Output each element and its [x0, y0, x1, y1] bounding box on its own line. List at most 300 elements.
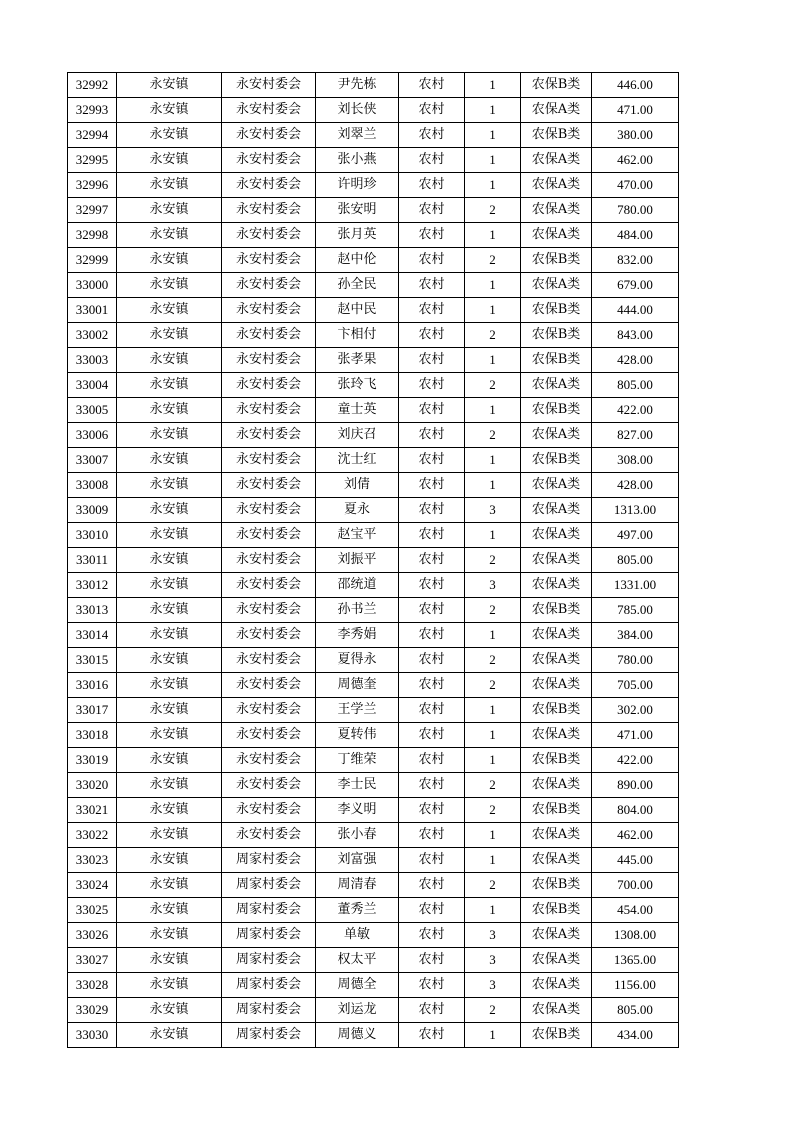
area-type-cell: 农村 [399, 898, 465, 923]
person-name-cell: 周德奎 [316, 673, 399, 698]
table-row [68, 398, 679, 423]
table-row [68, 698, 679, 723]
area-type-cell: 农村 [399, 473, 465, 498]
household-count-cell: 1 [465, 898, 521, 923]
insurance-category-cell: 农保B类 [521, 348, 592, 373]
person-name-cell: 张安明 [316, 198, 399, 223]
insurance-category-cell: 农保B类 [521, 598, 592, 623]
person-name-cell: 张小燕 [316, 148, 399, 173]
table-row [68, 123, 679, 148]
record-number-cell: 33029 [68, 998, 117, 1023]
person-name-cell: 尹先栋 [316, 73, 399, 98]
area-type-cell: 农村 [399, 298, 465, 323]
record-number-cell: 33000 [68, 273, 117, 298]
table-row [68, 923, 679, 948]
town-cell: 永安镇 [117, 423, 222, 448]
table-row [68, 498, 679, 523]
person-name-cell: 刘翠兰 [316, 123, 399, 148]
town-cell: 永安镇 [117, 298, 222, 323]
household-count-cell: 3 [465, 948, 521, 973]
town-cell: 永安镇 [117, 598, 222, 623]
household-count-cell: 3 [465, 923, 521, 948]
household-count-cell: 2 [465, 798, 521, 823]
town-cell: 永安镇 [117, 998, 222, 1023]
town-cell: 永安镇 [117, 798, 222, 823]
person-name-cell: 周德义 [316, 1023, 399, 1048]
amount-cell: 843.00 [592, 323, 679, 348]
amount-cell: 805.00 [592, 998, 679, 1023]
table-row [68, 748, 679, 773]
person-name-cell: 王学兰 [316, 698, 399, 723]
person-name-cell: 张玲飞 [316, 373, 399, 398]
amount-cell: 1156.00 [592, 973, 679, 998]
insurance-category-cell: 农保A类 [521, 423, 592, 448]
amount-cell: 462.00 [592, 148, 679, 173]
record-number-cell: 33010 [68, 523, 117, 548]
person-name-cell: 董秀兰 [316, 898, 399, 923]
person-name-cell: 刘庆召 [316, 423, 399, 448]
household-count-cell: 1 [465, 173, 521, 198]
household-count-cell: 1 [465, 98, 521, 123]
town-cell: 永安镇 [117, 923, 222, 948]
person-name-cell: 刘振平 [316, 548, 399, 573]
insurance-category-cell: 农保B类 [521, 798, 592, 823]
town-cell: 永安镇 [117, 448, 222, 473]
town-cell: 永安镇 [117, 823, 222, 848]
village-committee-cell: 永安村委会 [222, 373, 316, 398]
insurance-category-cell: 农保A类 [521, 923, 592, 948]
insurance-category-cell: 农保A类 [521, 723, 592, 748]
table-row [68, 73, 679, 98]
town-cell: 永安镇 [117, 223, 222, 248]
insurance-category-cell: 农保B类 [521, 323, 592, 348]
person-name-cell: 张小春 [316, 823, 399, 848]
insurance-category-cell: 农保A类 [521, 98, 592, 123]
town-cell: 永安镇 [117, 523, 222, 548]
person-name-cell: 李秀娟 [316, 623, 399, 648]
village-committee-cell: 永安村委会 [222, 473, 316, 498]
table-row [68, 998, 679, 1023]
person-name-cell: 夏转伟 [316, 723, 399, 748]
area-type-cell: 农村 [399, 148, 465, 173]
insurance-category-cell: 农保A类 [521, 273, 592, 298]
town-cell: 永安镇 [117, 173, 222, 198]
household-count-cell: 1 [465, 148, 521, 173]
insurance-category-cell: 农保B类 [521, 298, 592, 323]
town-cell: 永安镇 [117, 348, 222, 373]
household-count-cell: 2 [465, 373, 521, 398]
town-cell: 永安镇 [117, 573, 222, 598]
record-number-cell: 33015 [68, 648, 117, 673]
table-row [68, 473, 679, 498]
amount-cell: 705.00 [592, 673, 679, 698]
table-row [68, 648, 679, 673]
household-count-cell: 2 [465, 648, 521, 673]
household-count-cell: 2 [465, 548, 521, 573]
insurance-category-cell: 农保A类 [521, 173, 592, 198]
household-count-cell: 1 [465, 473, 521, 498]
insurance-category-cell: 农保A类 [521, 498, 592, 523]
person-name-cell: 夏得永 [316, 648, 399, 673]
record-number-cell: 33006 [68, 423, 117, 448]
person-name-cell: 周清春 [316, 873, 399, 898]
amount-cell: 471.00 [592, 723, 679, 748]
amount-cell: 422.00 [592, 398, 679, 423]
village-committee-cell: 永安村委会 [222, 498, 316, 523]
area-type-cell: 农村 [399, 423, 465, 448]
area-type-cell: 农村 [399, 573, 465, 598]
table-row [68, 973, 679, 998]
insurance-category-cell: 农保A类 [521, 223, 592, 248]
town-cell: 永安镇 [117, 373, 222, 398]
town-cell: 永安镇 [117, 248, 222, 273]
household-count-cell: 2 [465, 598, 521, 623]
record-number-cell: 33027 [68, 948, 117, 973]
insurance-category-cell: 农保B类 [521, 898, 592, 923]
village-committee-cell: 永安村委会 [222, 348, 316, 373]
insurance-category-cell: 农保A类 [521, 948, 592, 973]
village-committee-cell: 永安村委会 [222, 198, 316, 223]
person-name-cell: 刘运龙 [316, 998, 399, 1023]
person-name-cell: 权太平 [316, 948, 399, 973]
household-count-cell: 1 [465, 748, 521, 773]
amount-cell: 444.00 [592, 298, 679, 323]
village-committee-cell: 永安村委会 [222, 423, 316, 448]
area-type-cell: 农村 [399, 248, 465, 273]
town-cell: 永安镇 [117, 948, 222, 973]
insurance-category-cell: 农保B类 [521, 123, 592, 148]
household-count-cell: 1 [465, 523, 521, 548]
person-name-cell: 孙全民 [316, 273, 399, 298]
table-row [68, 298, 679, 323]
village-committee-cell: 永安村委会 [222, 173, 316, 198]
amount-cell: 679.00 [592, 273, 679, 298]
amount-cell: 302.00 [592, 698, 679, 723]
record-number-cell: 33007 [68, 448, 117, 473]
area-type-cell: 农村 [399, 348, 465, 373]
insurance-category-cell: 农保B类 [521, 73, 592, 98]
insurance-category-cell: 农保B类 [521, 248, 592, 273]
household-count-cell: 1 [465, 73, 521, 98]
record-number-cell: 33018 [68, 723, 117, 748]
area-type-cell: 农村 [399, 1023, 465, 1048]
area-type-cell: 农村 [399, 698, 465, 723]
record-number-cell: 32996 [68, 173, 117, 198]
household-count-cell: 3 [465, 973, 521, 998]
person-name-cell: 卞相付 [316, 323, 399, 348]
household-count-cell: 2 [465, 873, 521, 898]
amount-cell: 1308.00 [592, 923, 679, 948]
table-row [68, 198, 679, 223]
person-name-cell: 赵中民 [316, 298, 399, 323]
area-type-cell: 农村 [399, 398, 465, 423]
record-number-cell: 33004 [68, 373, 117, 398]
person-name-cell: 张孝果 [316, 348, 399, 373]
town-cell: 永安镇 [117, 1023, 222, 1048]
amount-cell: 827.00 [592, 423, 679, 448]
town-cell: 永安镇 [117, 323, 222, 348]
village-committee-cell: 永安村委会 [222, 548, 316, 573]
village-committee-cell: 永安村委会 [222, 823, 316, 848]
table-row [68, 173, 679, 198]
village-committee-cell: 永安村委会 [222, 623, 316, 648]
table-row [68, 523, 679, 548]
amount-cell: 308.00 [592, 448, 679, 473]
data-table [67, 72, 679, 1048]
amount-cell: 384.00 [592, 623, 679, 648]
area-type-cell: 农村 [399, 923, 465, 948]
household-count-cell: 1 [465, 348, 521, 373]
household-count-cell: 1 [465, 698, 521, 723]
insurance-category-cell: 农保B类 [521, 873, 592, 898]
village-committee-cell: 永安村委会 [222, 323, 316, 348]
area-type-cell: 农村 [399, 98, 465, 123]
record-number-cell: 33030 [68, 1023, 117, 1048]
town-cell: 永安镇 [117, 723, 222, 748]
record-number-cell: 33021 [68, 798, 117, 823]
household-count-cell: 2 [465, 248, 521, 273]
table-row [68, 273, 679, 298]
person-name-cell: 周德全 [316, 973, 399, 998]
record-number-cell: 33017 [68, 698, 117, 723]
amount-cell: 445.00 [592, 848, 679, 873]
village-committee-cell: 永安村委会 [222, 98, 316, 123]
table-row [68, 848, 679, 873]
area-type-cell: 农村 [399, 73, 465, 98]
village-committee-cell: 永安村委会 [222, 598, 316, 623]
person-name-cell: 刘倩 [316, 473, 399, 498]
table-row [68, 98, 679, 123]
table-row [68, 1023, 679, 1048]
village-committee-cell: 永安村委会 [222, 73, 316, 98]
household-count-cell: 1 [465, 448, 521, 473]
village-committee-cell: 周家村委会 [222, 848, 316, 873]
area-type-cell: 农村 [399, 448, 465, 473]
record-number-cell: 32999 [68, 248, 117, 273]
town-cell: 永安镇 [117, 773, 222, 798]
person-name-cell: 童士英 [316, 398, 399, 423]
record-number-cell: 33024 [68, 873, 117, 898]
insurance-category-cell: 农保A类 [521, 473, 592, 498]
area-type-cell: 农村 [399, 173, 465, 198]
area-type-cell: 农村 [399, 848, 465, 873]
table-row [68, 323, 679, 348]
record-number-cell: 33012 [68, 573, 117, 598]
village-committee-cell: 永安村委会 [222, 798, 316, 823]
village-committee-cell: 永安村委会 [222, 273, 316, 298]
table-row [68, 548, 679, 573]
area-type-cell: 农村 [399, 373, 465, 398]
town-cell: 永安镇 [117, 473, 222, 498]
person-name-cell: 丁维荣 [316, 748, 399, 773]
town-cell: 永安镇 [117, 498, 222, 523]
person-name-cell: 邵统道 [316, 573, 399, 598]
person-name-cell: 赵中伦 [316, 248, 399, 273]
area-type-cell: 农村 [399, 223, 465, 248]
town-cell: 永安镇 [117, 623, 222, 648]
town-cell: 永安镇 [117, 398, 222, 423]
person-name-cell: 单敏 [316, 923, 399, 948]
table-row [68, 248, 679, 273]
area-type-cell: 农村 [399, 523, 465, 548]
household-count-cell: 2 [465, 673, 521, 698]
insurance-category-cell: 农保A类 [521, 198, 592, 223]
area-type-cell: 农村 [399, 323, 465, 348]
village-committee-cell: 永安村委会 [222, 398, 316, 423]
town-cell: 永安镇 [117, 698, 222, 723]
town-cell: 永安镇 [117, 148, 222, 173]
record-number-cell: 33025 [68, 898, 117, 923]
town-cell: 永安镇 [117, 98, 222, 123]
amount-cell: 780.00 [592, 198, 679, 223]
town-cell: 永安镇 [117, 273, 222, 298]
amount-cell: 780.00 [592, 648, 679, 673]
household-count-cell: 1 [465, 398, 521, 423]
area-type-cell: 农村 [399, 948, 465, 973]
insurance-category-cell: 农保A类 [521, 548, 592, 573]
person-name-cell: 刘长侠 [316, 98, 399, 123]
insurance-category-cell: 农保A类 [521, 848, 592, 873]
amount-cell: 1313.00 [592, 498, 679, 523]
village-committee-cell: 永安村委会 [222, 523, 316, 548]
village-committee-cell: 永安村委会 [222, 448, 316, 473]
household-count-cell: 1 [465, 273, 521, 298]
table-row [68, 598, 679, 623]
household-count-cell: 3 [465, 573, 521, 598]
village-committee-cell: 永安村委会 [222, 298, 316, 323]
area-type-cell: 农村 [399, 973, 465, 998]
record-number-cell: 32994 [68, 123, 117, 148]
record-number-cell: 33003 [68, 348, 117, 373]
record-number-cell: 33023 [68, 848, 117, 873]
area-type-cell: 农村 [399, 723, 465, 748]
household-count-cell: 2 [465, 773, 521, 798]
record-number-cell: 33020 [68, 773, 117, 798]
area-type-cell: 农村 [399, 773, 465, 798]
amount-cell: 497.00 [592, 523, 679, 548]
area-type-cell: 农村 [399, 548, 465, 573]
amount-cell: 470.00 [592, 173, 679, 198]
town-cell: 永安镇 [117, 973, 222, 998]
table-row [68, 773, 679, 798]
amount-cell: 462.00 [592, 823, 679, 848]
town-cell: 永安镇 [117, 873, 222, 898]
insurance-category-cell: 农保A类 [521, 673, 592, 698]
insurance-category-cell: 农保A类 [521, 373, 592, 398]
town-cell: 永安镇 [117, 898, 222, 923]
household-count-cell: 1 [465, 623, 521, 648]
record-number-cell: 33013 [68, 598, 117, 623]
insurance-category-cell: 农保A类 [521, 998, 592, 1023]
area-type-cell: 农村 [399, 673, 465, 698]
insurance-category-cell: 农保B类 [521, 748, 592, 773]
amount-cell: 804.00 [592, 798, 679, 823]
village-committee-cell: 永安村委会 [222, 573, 316, 598]
town-cell: 永安镇 [117, 548, 222, 573]
amount-cell: 471.00 [592, 98, 679, 123]
village-committee-cell: 周家村委会 [222, 898, 316, 923]
area-type-cell: 农村 [399, 198, 465, 223]
household-count-cell: 2 [465, 423, 521, 448]
household-count-cell: 1 [465, 1023, 521, 1048]
town-cell: 永安镇 [117, 748, 222, 773]
town-cell: 永安镇 [117, 198, 222, 223]
household-count-cell: 1 [465, 848, 521, 873]
village-committee-cell: 周家村委会 [222, 998, 316, 1023]
table-row [68, 623, 679, 648]
record-number-cell: 32997 [68, 198, 117, 223]
record-number-cell: 33005 [68, 398, 117, 423]
record-number-cell: 33019 [68, 748, 117, 773]
person-name-cell: 沈士红 [316, 448, 399, 473]
area-type-cell: 农村 [399, 273, 465, 298]
village-committee-cell: 周家村委会 [222, 973, 316, 998]
amount-cell: 434.00 [592, 1023, 679, 1048]
town-cell: 永安镇 [117, 73, 222, 98]
household-count-cell: 1 [465, 723, 521, 748]
record-number-cell: 32993 [68, 98, 117, 123]
village-committee-cell: 周家村委会 [222, 923, 316, 948]
household-count-cell: 3 [465, 498, 521, 523]
table-row [68, 423, 679, 448]
insurance-category-cell: 农保B类 [521, 698, 592, 723]
amount-cell: 805.00 [592, 373, 679, 398]
town-cell: 永安镇 [117, 673, 222, 698]
table-row [68, 223, 679, 248]
amount-cell: 380.00 [592, 123, 679, 148]
household-count-cell: 1 [465, 223, 521, 248]
area-type-cell: 农村 [399, 498, 465, 523]
record-number-cell: 32992 [68, 73, 117, 98]
area-type-cell: 农村 [399, 873, 465, 898]
table-row [68, 723, 679, 748]
household-count-cell: 1 [465, 823, 521, 848]
amount-cell: 1331.00 [592, 573, 679, 598]
table-body [68, 73, 679, 1048]
insurance-category-cell: 农保A类 [521, 523, 592, 548]
town-cell: 永安镇 [117, 648, 222, 673]
insurance-category-cell: 农保A类 [521, 648, 592, 673]
person-name-cell: 许明珍 [316, 173, 399, 198]
town-cell: 永安镇 [117, 848, 222, 873]
insurance-category-cell: 农保B类 [521, 1023, 592, 1048]
record-number-cell: 33009 [68, 498, 117, 523]
person-name-cell: 孙书兰 [316, 598, 399, 623]
insurance-category-cell: 农保B类 [521, 448, 592, 473]
village-committee-cell: 周家村委会 [222, 873, 316, 898]
table-row [68, 373, 679, 398]
table-row [68, 798, 679, 823]
amount-cell: 428.00 [592, 473, 679, 498]
person-name-cell: 李士民 [316, 773, 399, 798]
village-committee-cell: 周家村委会 [222, 1023, 316, 1048]
area-type-cell: 农村 [399, 648, 465, 673]
area-type-cell: 农村 [399, 748, 465, 773]
area-type-cell: 农村 [399, 823, 465, 848]
village-committee-cell: 永安村委会 [222, 648, 316, 673]
person-name-cell: 张月英 [316, 223, 399, 248]
amount-cell: 832.00 [592, 248, 679, 273]
amount-cell: 484.00 [592, 223, 679, 248]
record-number-cell: 33002 [68, 323, 117, 348]
insurance-category-cell: 农保A类 [521, 973, 592, 998]
table-row [68, 348, 679, 373]
record-number-cell: 33001 [68, 298, 117, 323]
area-type-cell: 农村 [399, 598, 465, 623]
town-cell: 永安镇 [117, 123, 222, 148]
insurance-category-cell: 农保A类 [521, 148, 592, 173]
amount-cell: 422.00 [592, 748, 679, 773]
